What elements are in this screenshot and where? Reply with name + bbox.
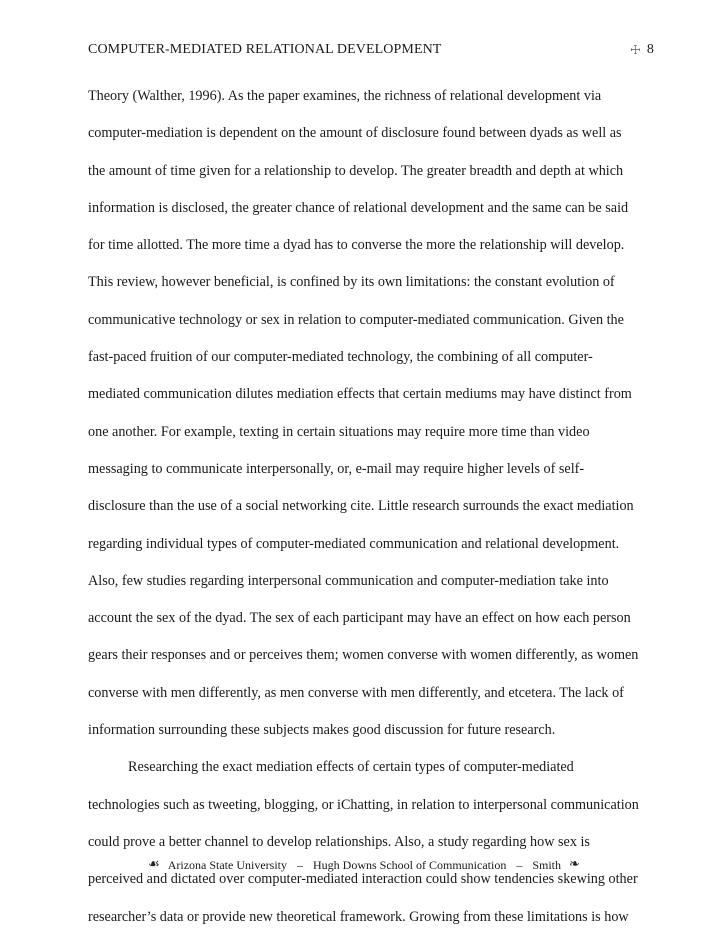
page-footer [0,856,728,874]
text-line: Theory (Walther, 1996). As the paper examines, the richness of relational development via [88,88,602,104]
footer-author: Smith [532,858,562,872]
text-line: regarding individual types of computer-mediated communication and relational development. [88,535,620,552]
text-line: could prove a better channel to develop relationships. Also, a study regarding how sex is [88,833,590,850]
footer-separator: – [297,858,304,872]
header-right-group [630,40,654,60]
text-line: account the sex of the dyad. The sex of each participant may have an effect on how each person [88,610,631,627]
fleuron-left-icon: ☙ [148,857,160,872]
text-line: Also, few studies regarding interpersonal communication and computer-mediation take into [88,572,609,589]
text-line: communicative technology or sex in relation to computer-mediated communication. Given the [88,311,624,328]
text-line: mediated communication dilutes mediation effects that certain mediums may have distinct from [88,386,632,403]
footer-school: Hugh Downs School of Communication [313,858,507,872]
text-line: information surrounding these subjects makes good discussion for future research. [88,722,556,739]
running-header [88,40,654,60]
text-line: one another. For example, texting in certain situations may require more time than video [88,423,590,440]
text-line: technologies such as tweeting, blogging, or iChatting, in relation to interpersonal communication [88,796,639,813]
text-line: information is disclosed, the greater chance of relational development and the same can be said [88,199,629,216]
running-head-title: COMPUTER-MEDIATED RELATIONAL DEVELOPMENT [88,42,442,57]
text-line: disclosure than the use of a social networking cite. Little research surrounds the exact mediation [88,498,634,515]
text-line: the amount of time given for a relationship to develop. The greater breadth and depth at which [88,162,624,179]
fleuron-right-icon: ❧ [569,857,580,872]
text-line: gears their responses and or perceives them; women converse with women differently, as women [88,647,639,664]
text-line: Researching the exact mediation effects of certain types of computer-mediated [128,759,574,776]
body-text [88,85,654,943]
text-line: messaging to communicate interpersonally, or, e-mail may require higher levels of self- [88,460,585,477]
text-line: perceived and dictated over computer-mediated interaction could show tendencies skewing other [88,871,638,888]
text-line: This review, however beneficial, is confined by its own limitations: the constant evolution of [88,274,615,291]
text-line: for time allotted. The more time a dyad has to converse the more the relationship will develop. [88,237,625,254]
footer-university: Arizona State University [167,858,288,872]
page-number: 8 [646,42,654,57]
text-line: converse with men differently, as men converse with men differently, and etcetera. The lack of [88,684,624,701]
cross-ornament-icon: ☩ [630,43,641,57]
text-line: fast-paced fruition of our computer-mediated technology, the combining of all computer- [88,349,593,366]
footer-separator: – [516,858,523,872]
text-line: researcher’s data or provide new theoretical framework. Growing from these limitations is how [88,908,629,925]
text-line: computer-mediation is dependent on the amount of disclosure found between dyads as well as [88,125,622,142]
